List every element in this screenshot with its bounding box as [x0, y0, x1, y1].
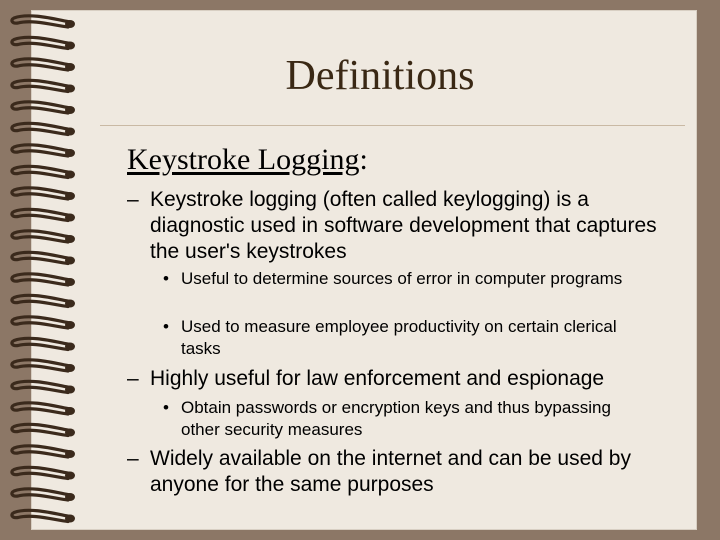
binding-ring [12, 338, 75, 350]
bullet-3-marker: – [127, 447, 139, 470]
bullet-1-sub-1-text: Useful to determine sources of error in computer programs [181, 269, 623, 288]
binding-ring [12, 188, 75, 200]
binding-ring [12, 467, 75, 479]
binding-ring [12, 252, 75, 264]
binding-ring [12, 145, 75, 157]
binding-ring [12, 209, 75, 221]
spiral-binding [0, 0, 90, 540]
binding-ring [12, 446, 75, 458]
binding-ring [12, 231, 75, 243]
binding-ring [12, 80, 75, 92]
section-heading [127, 143, 368, 177]
bullet-1-text: Keystroke logging (often called keylogging) is a diagnostic used in software development that captures the user's keystrokes [150, 188, 657, 263]
bullet-2-sub-1-marker: • [163, 398, 169, 417]
binding-ring [12, 59, 75, 71]
binding-ring [12, 37, 75, 49]
title-divider [100, 125, 685, 126]
binding-ring [12, 489, 75, 501]
bullet-1-sub-1-marker: • [163, 269, 169, 288]
slide-title: Definitions [285, 53, 475, 99]
binding-ring [12, 166, 75, 178]
heading-term: Keystroke Logging [127, 143, 360, 176]
binding-ring [12, 274, 75, 286]
binding-ring [12, 123, 75, 135]
bullet-3-text: Widely available on the internet and can be used by anyone for the same purposes [150, 447, 631, 496]
bullet-1-sub-2-text: Used to measure employee productivity on certain clerical tasks [181, 317, 617, 358]
binding-ring [12, 403, 75, 415]
binding-ring [12, 16, 75, 28]
binding-ring [12, 360, 75, 372]
bullet-1-sub-2-marker: • [163, 317, 169, 336]
bullet-2-text: Highly useful for law enforcement and espionage [150, 367, 605, 390]
bullet-1-marker: – [127, 188, 139, 211]
bullet-2-sub-1-text: Obtain passwords or encryption keys and thus bypassing other security measures [181, 398, 611, 439]
binding-ring [12, 510, 75, 522]
binding-ring [12, 317, 75, 329]
binding-ring [12, 102, 75, 114]
binding-ring [12, 424, 75, 436]
binding-ring [12, 295, 75, 307]
bullet-2-marker: – [127, 367, 139, 390]
binding-ring [12, 381, 75, 393]
heading-colon: : [359, 143, 368, 176]
